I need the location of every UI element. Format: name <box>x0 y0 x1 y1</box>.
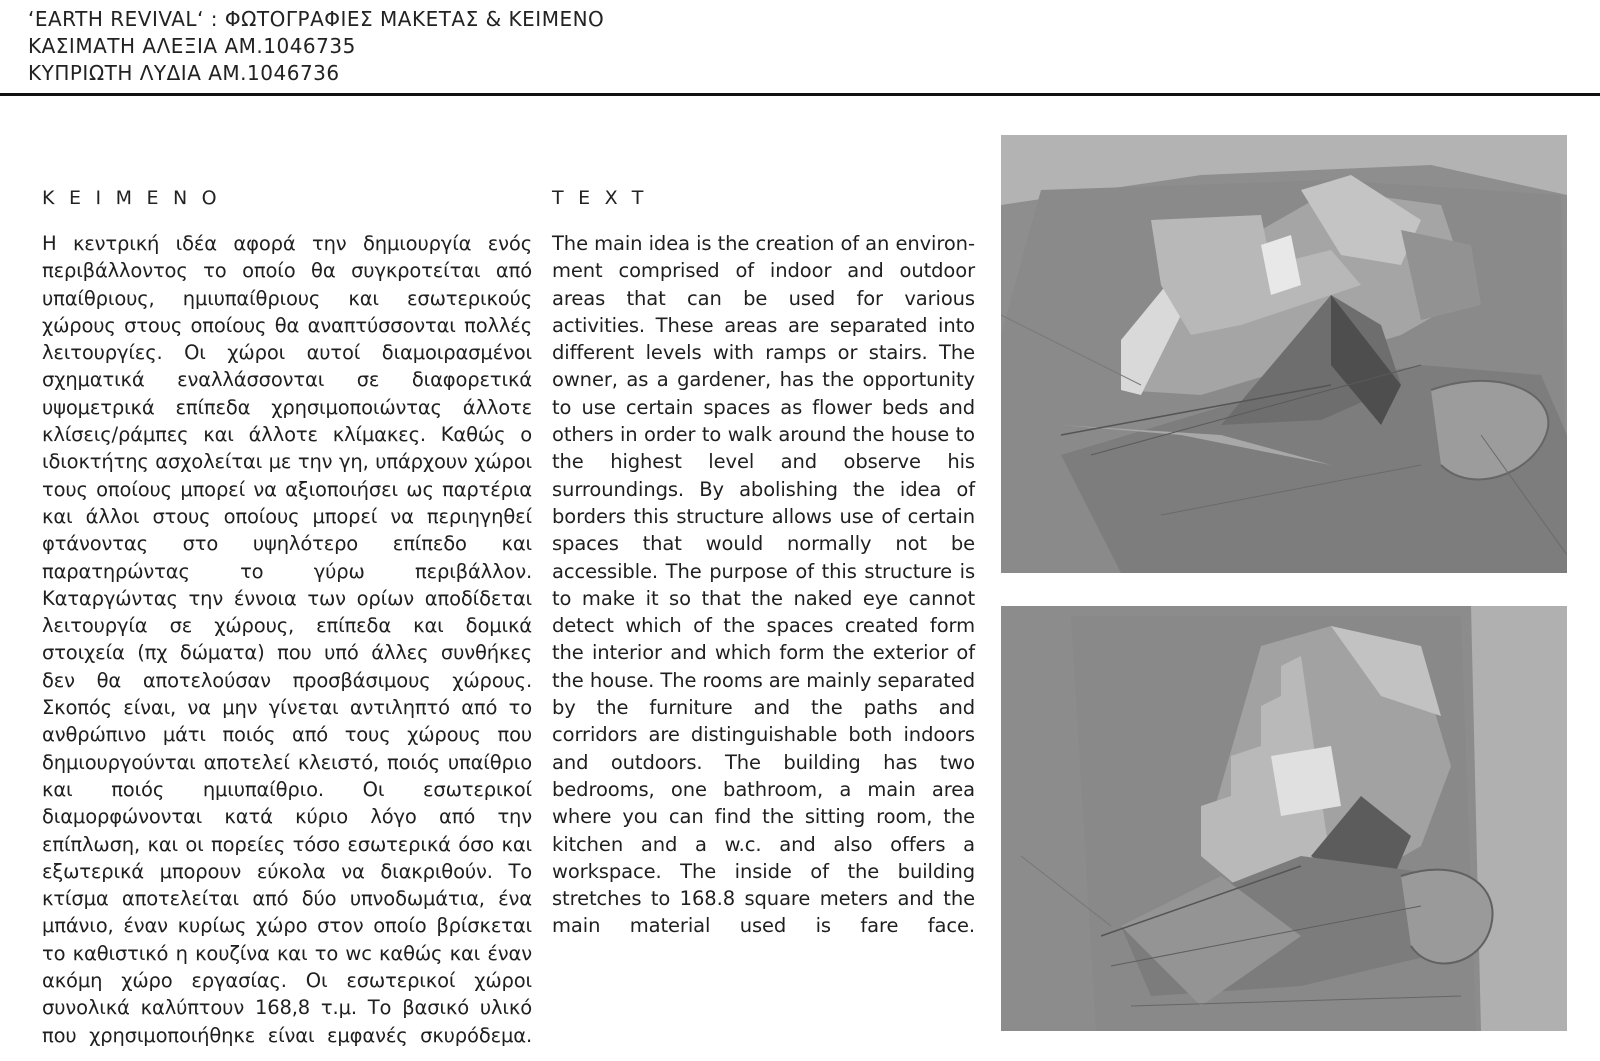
greek-body-text: Η κεντρική ιδέα αφορά την δημιουργία ενός περιβάλλοντος το οποίο θα συγκροτείται από υπαίθριους, ημιυπαίθριους και εσωτερικούς χώρους στους οποίους θα αναπτύσσονται πολλές λειτουργίες. Οι χώροι αυτοί διαμοιρασμένοι σχηματικά εναλλάσσονται σε διαφορετικά υψομετρικά επίπεδα χρησιμοποιώντας άλλοτε κλίσεις/ράμπες και άλλοτε κλίμακες. Καθώς ο ιδιοκτήτης ασχολείται με την γη, υπάρχουν χώροι τους οποίους μπορεί να αξιοποιήσει ως παρτέρια και άλλοι στους οποίους μπορεί να περιηγηθεί φτάνοντας στο υψηλότερο επίπεδο και παρατηρώντας το γύρω περιβάλλον. Καταργώντας την έννοια των ορίων αποδίδεται λειτουργία σε χώρους, επίπεδα και δομικά στοιχεία (πχ δώματα) που υπό άλλες συνθήκες δεν θα αποτελούσαν προσβάσιμους χώρους. Σκοπός είναι, να μην γίνεται αντιληπτό από το ανθρώπινο μάτι ποιός από τους χώρους που δημιουργούνται αποτελεί κλειστό, ποιός υπαίθριο και ποιός ημιυπαίθριο. Οι εσωτερικοί διαμορφώνονται κατά κύριο λόγο από την επίπλωση, και οι πορείες τόσο εσωτερικά όσο και εξωτερικά μπορουν εύκολα να διακριθούν. Το κτίσμα αποτελείται από δύο υπνοδωμάτια, ένα μπάνιο, έναν κυρίως χώρο στον οποίο βρίσκεται το καθιστικό η κουζίνα και το wc καθώς και έναν ακόμη χώρο εργασίας. Οι εσωτερικοί χώροι συνολικά καλύπτουν 168,8 τ.μ. Το βασικό υλικό που χρησιμοποιήθηκε είναι εμφανές σκυρόδεμα. <box>42 232 532 1047</box>
english-section-heading: TEXT <box>552 187 658 209</box>
model-photo-bottom <box>1001 606 1567 1031</box>
model-photo-bottom-image <box>1001 606 1567 1031</box>
author-line-2: ΚΥΠΡΙΩΤΗ ΛΥΔΙΑ ΑΜ.1046736 <box>28 61 340 85</box>
header-divider <box>0 93 1600 96</box>
author-line-1: ΚΑΣΙΜΑΤΗ ΑΛΕΞΙΑ ΑΜ.1046735 <box>28 34 356 58</box>
model-photo-top <box>1001 135 1567 573</box>
english-body-text: The main idea is the creation of an environment comprised of indoor and outdoor areas that can be used for various activities. These areas are separated into different levels with ramps or stairs. The owner, as a gardener, has the opportunity to use certain spaces as flower beds and others in order to walk around the house to the highest level and observe his surroundings. By abolishing the idea of borders this structure allows use of certain spaces that would normally not be accessible. The purpose of this structure is to make it so that the naked eye cannot detect which of the spaces created form the interior and which form the exterior of the house. The rooms are mainly separated by the furniture and the paths and corridors are distinguishable both indoors and outdoors. The building has two bedrooms, one bathroom, a main area where you can find the sitting room, the kitchen and a w.c. and also offers a workspace. The inside of the building stretches to 168.8 square meters and the main material used is fare face. <box>552 232 975 938</box>
english-text-column <box>552 186 975 940</box>
document-header <box>28 6 604 87</box>
document-title: ‘EARTH REVIVAL‘ : ΦΩΤΟΓΡΑΦΙΕΣ ΜΑΚΕΤΑΣ & ΚΕΙΜΕΝΟ <box>28 7 605 31</box>
greek-section-heading: ΚΕΙΜΕΝΟ <box>42 187 232 209</box>
greek-text-column <box>42 186 532 1049</box>
model-photo-top-image <box>1001 135 1567 573</box>
